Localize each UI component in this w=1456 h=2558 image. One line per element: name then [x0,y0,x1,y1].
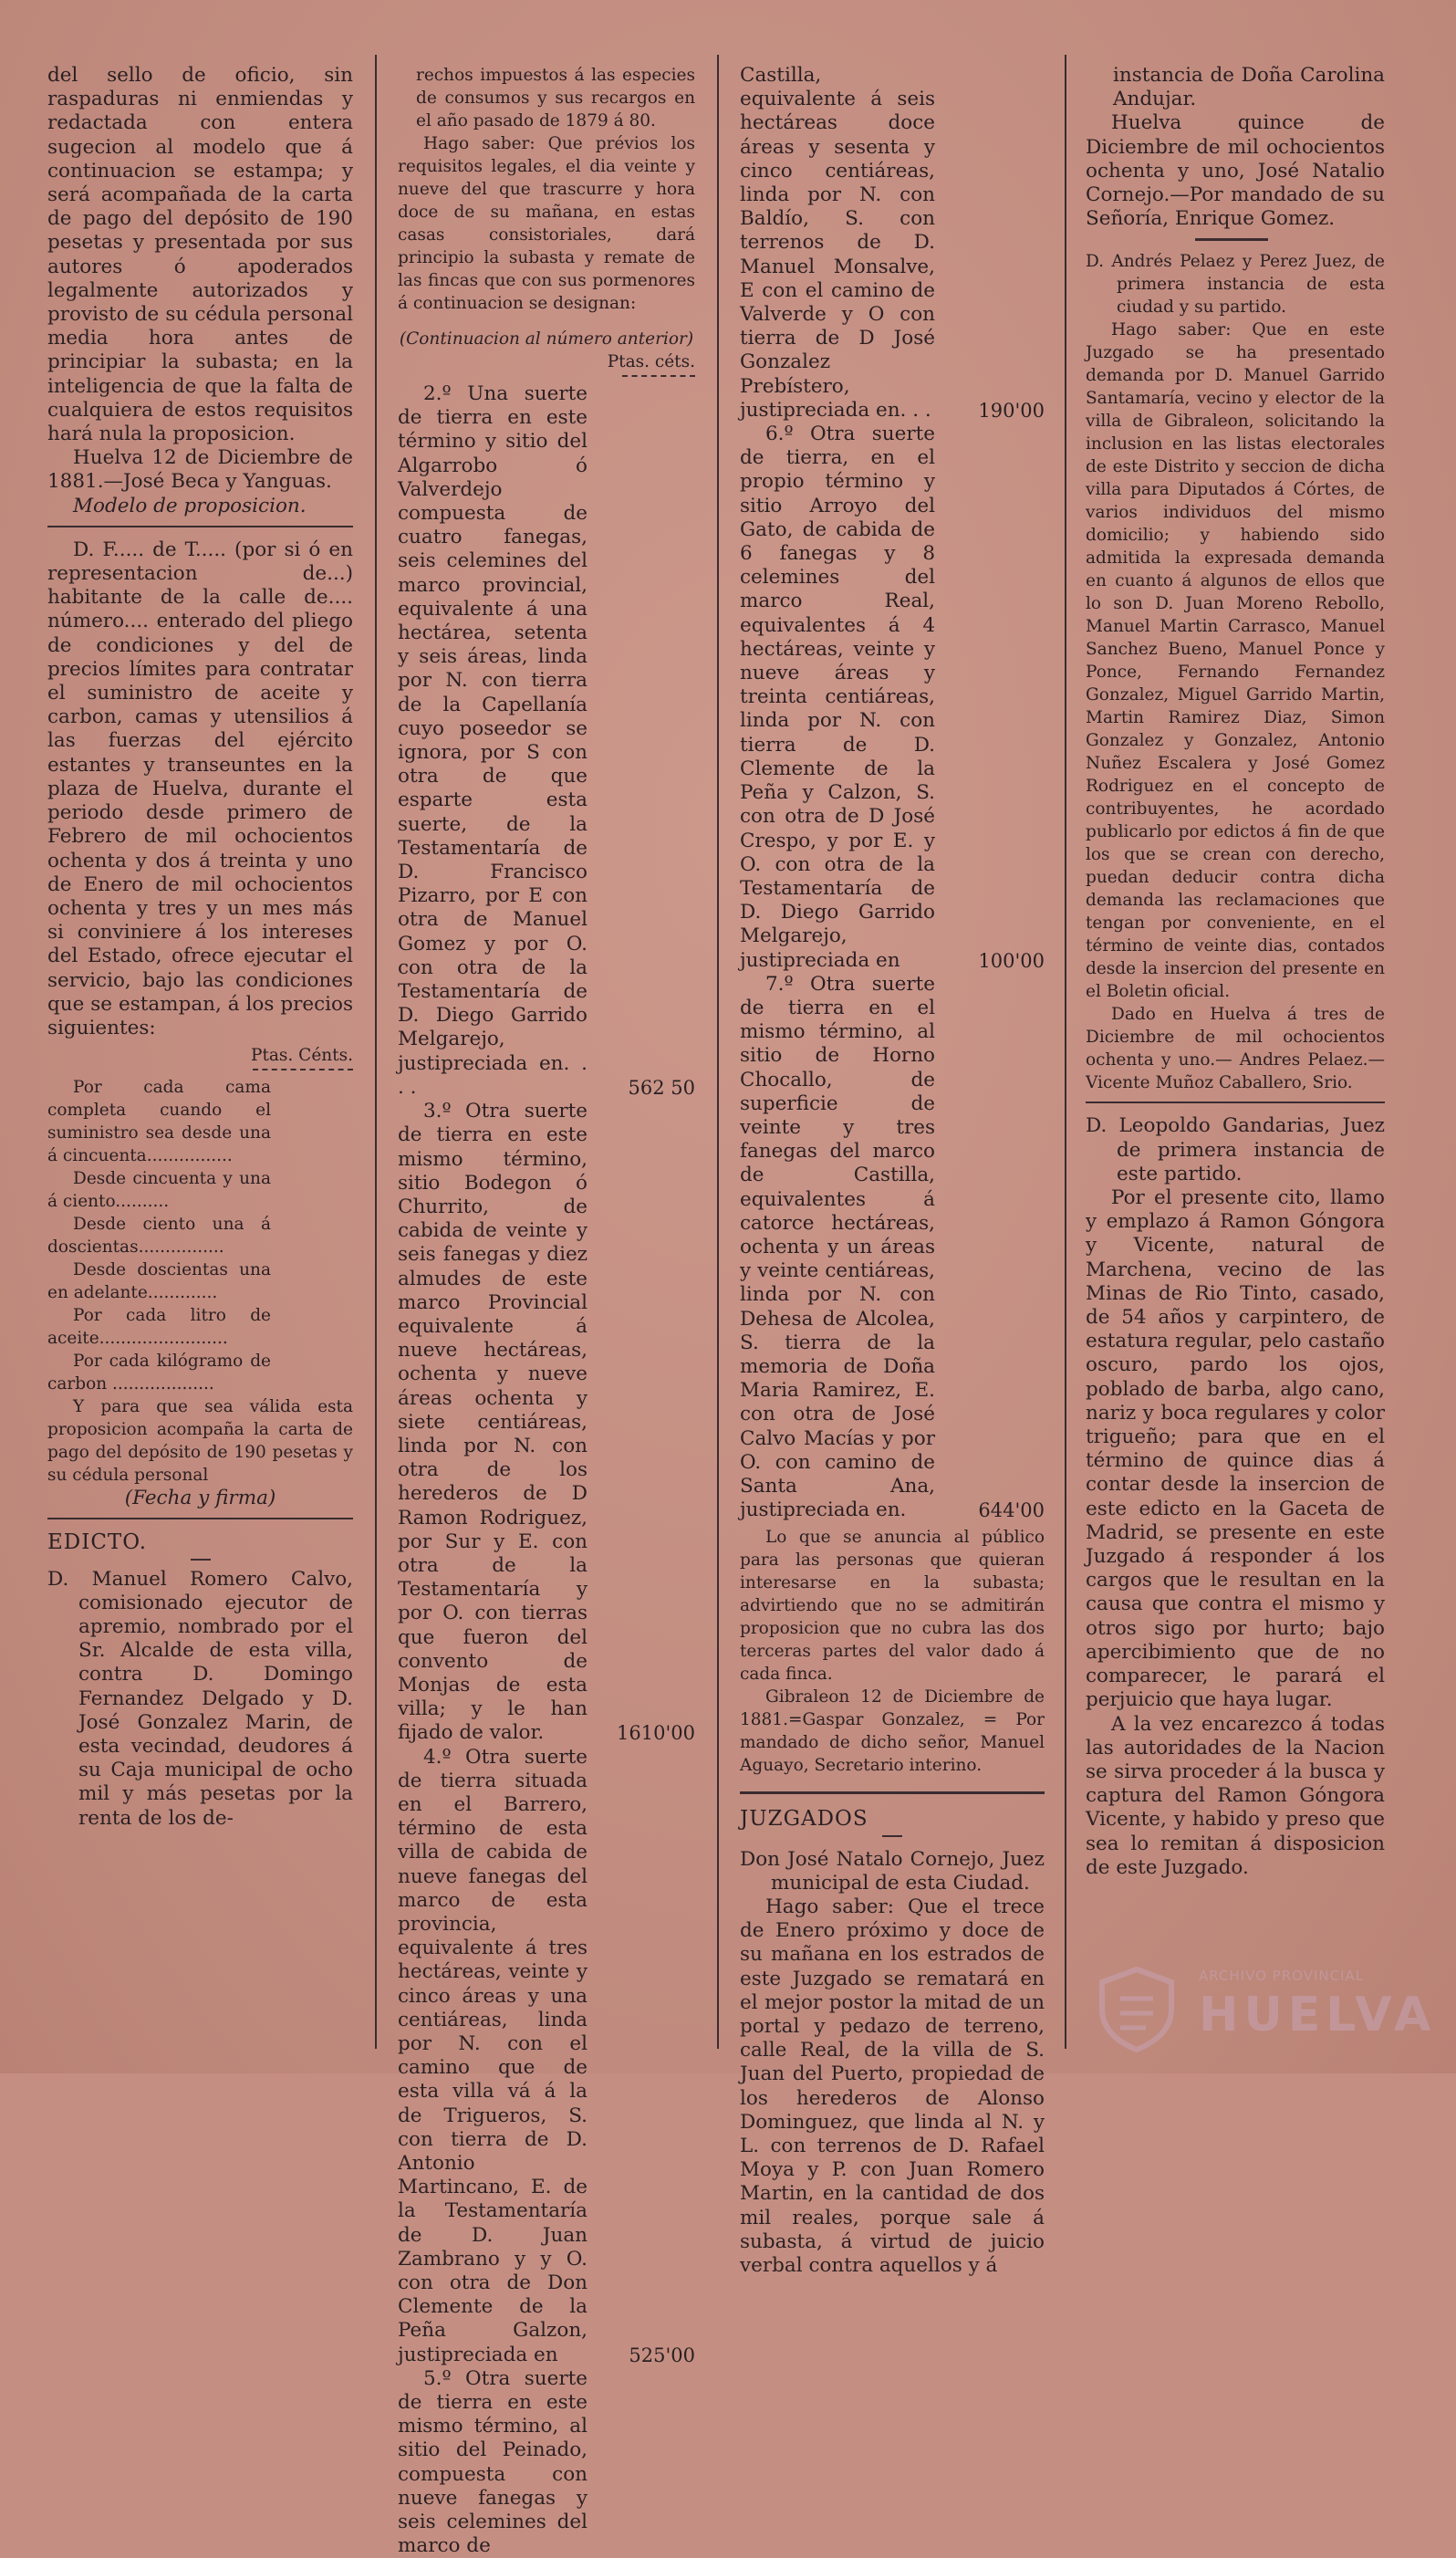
lot-amount: 562 50 [628,1076,695,1099]
lot-3 [398,1100,695,1745]
dateline: Dado en Huelva á tres de Diciembre de mil ochocientos ochenta y uno.— Andres Pelaez.— Vicente Muñoz Caballero, Srio. [1086,1005,1385,1093]
lot-description: 3.º Otra suerte de tierra en este mismo término, sitio Bodegon ó Churrito, de cabida de veinte y seis fanegas y diez almudes de este marco Provincial equivalente á nueve hectáreas, ochenta y nueve áreas ochenta y siete centiáreas, linda por N. con otra de los herederos de D Ramon Rodriguez, por Sur y E. con otra de la Testamentaría y por O. con tierras que fueron del convento de Monjas de esta villa; y le han fijado de valor. [398,1100,588,1745]
price-header: Ptas. Cénts. [251,1046,353,1066]
separator [882,1835,902,1837]
continuation-note: (Continuacion al número anterior) [399,329,694,349]
paragraph: Lo que se anuncia al público para las personas que quieran interesarse en la subasta; advirtiendo que no se admitirán proposicion que no cubra las dos terceras partes del valor dado á cada finca. [740,1528,1045,1685]
paragraph: Por el presente cito, llamo y emplazo á Ramon Góngora y Vicente, natural de Marchena, vecino de las Minas de Rio Tinto, casado, de 54 años y carpintero, de estatura regular, pelo castaño oscuro, pardo los ojos, poblado de barba, algo cano, nariz y boca regulares y color trigueño; para que en el término de quince dias á contar desde la insercion de este edicto en la Gaceta de Madrid, se presente en este Juzgado á responder á los cargos que le resultan en la causa que contra el mismo y otros sigo por hurto; bajo apercibimiento que de no comparecer, le parará el perjuicio que haya lugar. [1086,1186,1385,1712]
separator [740,1791,1045,1794]
archive-watermark [1091,1962,1437,2053]
column-3 [740,64,1045,2278]
separator [47,1518,353,1519]
lot-description: 2.º Una suerte de tierra en este término y sitio del Algarrobo ó Valverdejo compuesta de cuatro fanegas, seis celemines del marco provincial, equivalente á una hectárea, setenta y seis áreas, linda por N. con tierra de la Capellanía cuyo poseedor se ignora, por S con otra de que esparte esta suerte, de la Testamentaría de D. Francisco Pizarro, por E con otra de Manuel Gomez y por O. con otra de la Testamentaría de D. Diego Garrido Melgarejo, justipreciada en. . . . [398,382,588,1099]
section-heading: EDICTO. [47,1530,148,1555]
paragraph: Hago saber: Que prévios los requisitos legales, el dia veinte y nueve del que trascurre y hora doce de su mañana, en estas casas consistoriales, dará principio la subasta y remate de las fincas que con sus pormenores á continuacion se designan: [398,134,695,313]
price-item: Desde cincuenta y una á ciento.......... [47,1169,271,1212]
column-2 [398,64,695,2558]
paragraph: D. Leopoldo Gandarias, Juez de primera instancia de este partido. [1086,1114,1385,1185]
paragraph: rechos impuestos á las especies de consumos y sus recargos en el año pasado de 1879 á 80. [416,66,695,131]
separator [47,526,353,527]
lot-description: Castilla, equivalente á seis hectáreas doce áreas y sesenta y cinco centiáreas, linda por N. con Baldío, S. con terrenos de D. Manuel Monsalve, E con el camino de Valverde y O con tierra de D José Gonzalez Prebístero, justipreciada en. . . [740,64,935,422]
lot-amount: 190'00 [978,399,1045,422]
proposal-text: D. F..... de T..... (por si ó en representacion de...) habitante de la calle de.... número.... enterado del pliego de condiciones y del de precios límites para contratar el suministro de aceite y carbon, camas y utensilios á las fuerzas del ejército estantes y transeuntes en la plaza de Huelva, durante el periodo desde primero de Febrero de mil ochocientos ochenta y dos á treinta y uno de Enero de mil ochocientos ochenta y tres y un mes más si conviniere á los intereses del Estado, ofrece ejecutar el servicio, bajo las condiciones que se estampan, á los precios siguientes: [47,538,353,1039]
paragraph: Y para que sea válida esta proposicion acompaña la carta de pago del depósito de 190 pesetas y su cédula personal [47,1397,353,1486]
paragraph: Don José Natalo Cornejo, Juez municipal de esta Ciudad. [740,1847,1045,1895]
paragraph: Hago saber: Que el trece de Enero próximo y doce de su mañana en los estrados de este Juzgado se rematará en el mejor postor la mitad de un portal y pedazo de terreno, calle Real, de la villa de S. Juan del Puerto, propiedad de los herederos de Alonso Dominguez, que linda al N. y L. con terrenos de D. Rafael Moya y P. con Juan Romero Martin, en la cantidad de dos mil reales, porque sale á subasta, á virtud de juicio verbal contra aquellos y á [740,1895,1045,2278]
column-4 [1086,64,1385,1880]
lot-amount: 644'00 [978,1499,1045,1522]
paragraph: D. Manuel Romero Calvo, comisionado ejecutor de apremio, nombrado por el Sr. Alcalde de esta villa, contra D. Domingo Fernandez Delgado y D. José Gonzalez Marin, de esta vecindad, deudores á su Caja municipal de ocho mil y más pesetas por la renta de los de- [47,1567,353,1830]
separator [1086,1102,1385,1103]
lot-description: 6.º Otra suerte de tierra, en el propio término y sitio Arroyo del Gato, de cabida de 6 fanegas y 8 celemines del marco Real, equivalentes á 4 hectáreas, veinte y nueve áreas y treinta centiáreas, linda por N. con tierra de D. Clemente de la Peña y Calzon, S. con otra de D José Crespo, y por E. y O. con otra de la Testamentaría de D. Diego Garrido Melgarejo, justipreciada en [740,423,935,972]
lot-amount: 100'00 [978,949,1045,972]
lot-amount: 525'00 [629,2344,695,2366]
paragraph: Hago saber: Que en este Juzgado se ha presentado demanda por D. Manuel Garrido Santamaría, vecino y elector de la villa de Gibraleon, solicitando la inclusion en las listas electorales de este Distrito y seccion de dicha villa para Diputados á Córtes, de varios individuos del mismo domicilio; y habiendo sido admitida la expresada demanda en cuanto á algunos de ellos que lo son D. Juan Moreno Rebollo, Manuel Martin Carrasco, Manuel Sanchez Bueno, Manuel Ponce y Ponce, Fernando Fernandez Gonzalez, Miguel Garrido Martin, Martin Ramirez Diaz, Simon Gonzalez y Gonzalez, Antonio Nuñez Escalera y José Gomez Rodriguez en el concepto de contribuyentes, he acordado publicarlo por edictos á fin de que los que se crean con derecho, puedan deducir contra dicha demanda las reclamaciones que tengan por conveniente, en el término de veinte dias, contados desde la insercion del presente en el Boletin oficial. [1086,320,1385,1002]
watermark-main: HUELVA [1199,1988,1437,2042]
lot-description: 7.º Otra suerte de tierra en el mismo término, al sitio de Horno Chocallo, de superficie de veinte y tres fanegas del marco de Castilla, equivalentes á catorce hectáreas, ochenta y un áreas y veinte centiáreas, linda por N. con Dehesa de Alcolea, S. tierra de la memoria de Doña Maria Ramirez, E. con otra de José Calvo Macías y por O. con camino de Santa Ana, justipreciada en. [740,972,935,1522]
lot-4 [398,1746,695,2367]
column-rule [1065,55,1066,2049]
price-item: Por cada kilógramo de carbon ................... [47,1352,271,1394]
separator [191,1559,211,1561]
dateline: Huelva 12 de Diciembre de 1881.—José Beca y Yanguas. [47,446,353,494]
dateline: Huelva quince de Diciembre de mil ochocientos ochenta y uno, José Natalio Cornejo.—Por mandado de su Señoría, Enrique Gomez. [1086,111,1385,231]
paragraph: A la vez encarezco á todas las autoridades de la Nacion se sirva proceder á la busca y captura del Ramon Góngora Vicente, y habido y preso que sea lo remitan á disposicion de este Juzgado. [1086,1712,1385,1879]
watermark-top: ARCHIVO PROVINCIAL [1199,1968,1365,1984]
lot-6 [740,423,1045,973]
paragraph: del sello de oficio, sin raspaduras ni enmiendas y redactada con entera sugecion al modelo que á continuacion se estampa; y será acompañada de la carta de pago del depósito de 190 pesetas y presentada por sus autores ó apoderados legalmente autorizados y provisto de su cédula personal media hora antes de principiar la subasta; en la inteligencia de que la falta de cualquiera de estos requisitos hará nula la proposicion. [47,64,353,446]
archive-logo-icon [1091,1962,1182,2053]
lot-5-cont [740,64,1045,423]
price-header: Ptas. céts. [607,352,695,371]
lot-5 [398,2367,695,2558]
price-item: Por cada litro de aceite........................ [47,1306,271,1349]
lot-description: 4.º Otra suerte de tierra situada en el Barrero, término de esta villa de cabida de nueve fanegas del marco de esta provincia, equivalente á tres hectáreas, veinte y cinco áreas y una centiáreas, linda por N. con el camino que de esta villa vá á la de Trigueros, S. con tierra de D. Antonio Martincano, E. de la Testamentaría de D. Juan Zambrano y y O. con otra de Don Clemente de la Peña Galzon, justipreciada en [398,1745,588,2366]
lot-2 [398,382,695,1100]
section-heading: JUZGADOS [740,1807,868,1832]
paragraph: instancia de Doña Carolina Andujar. [1113,64,1385,111]
column-1 [47,64,353,1831]
separator [1195,238,1268,241]
lot-description: 5.º Otra suerte de tierra en este mismo término, al sitio del Peinado, compuesta con nueve fanegas y seis celemines del marco de [398,2366,588,2558]
signature-note: (Fecha y firma) [124,1487,276,1510]
lot-7 [740,973,1045,1523]
separator [253,1069,353,1070]
column-rule [375,55,377,2049]
section-subtitle: Modelo de proposicion. [73,494,307,517]
price-item: Desde doscientas una en adelante............. [47,1260,271,1303]
dateline: Gibraleon 12 de Diciembre de 1881.=Gaspar Gonzalez, = Por mandado de dicho señor, Manuel Aguayo, Secretario interino. [740,1687,1045,1776]
paragraph: D. Andrés Pelaez y Perez Juez, de primera instancia de esta ciudad y su partido. [1086,252,1385,318]
separator [622,375,695,377]
price-item: Desde ciento una á doscientas................ [47,1215,271,1258]
column-rule [717,55,719,2049]
lot-amount: 1610'00 [617,1722,695,1745]
price-item: Por cada cama completa cuando el suministro sea desde una á cincuenta................ [47,1078,271,1166]
